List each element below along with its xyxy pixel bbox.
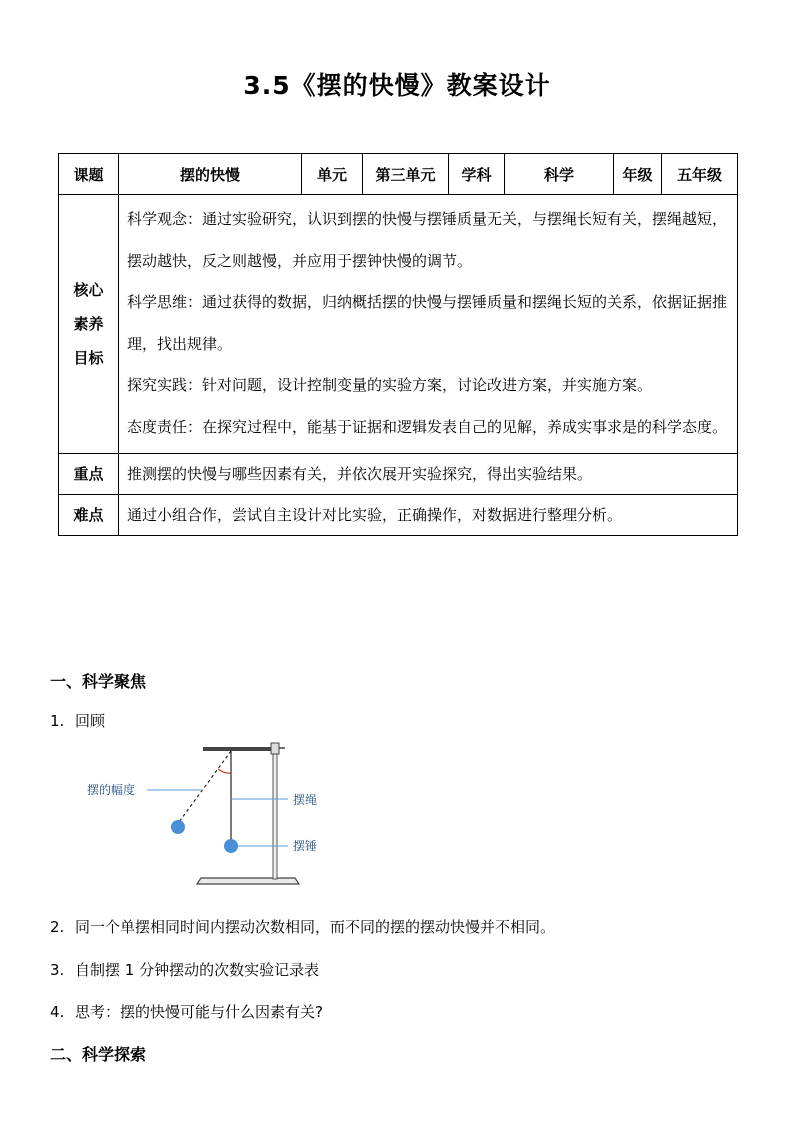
item-text: 同一个单摆相同时间内摆动次数相同，而不同的摆的摆动快慢并不相同。	[75, 918, 556, 936]
amplitude-label: 摆的幅度	[87, 783, 136, 797]
difficulty-row	[59, 494, 738, 535]
goal-paragraph: 探究实践：针对问题，设计控制变量的实验方案，讨论改进方案，并实施方案。	[127, 376, 653, 395]
swung-rope	[179, 751, 231, 822]
grade-value: 五年级	[662, 154, 738, 195]
item-number: 3.	[50, 961, 65, 979]
item-number: 2.	[50, 918, 65, 936]
goal-paragraph: 科学思维：通过获得的数据，归纳概括摆的快慢与摆锤质量和摆绳长短的关系，依据证据推理，找出规律。	[127, 293, 728, 353]
difficulty-text: 通过小组合作，尝试自主设计对比实验，正确操作，对数据进行整理分析。	[119, 494, 738, 535]
stand-crossbar	[203, 747, 278, 751]
list-item	[50, 959, 319, 980]
grade-label: 年级	[614, 154, 662, 195]
subject-value: 科学	[505, 154, 614, 195]
key-point-text: 推测摆的快慢与哪些因素有关，并依次展开实验探究，得出实验结果。	[119, 453, 738, 494]
item-text: 回顾	[75, 712, 106, 730]
unit-label: 单元	[302, 154, 363, 195]
list-item	[50, 916, 555, 937]
item-number: 1.	[50, 712, 65, 730]
item-text: 思考：摆的快慢可能与什么因素有关?	[75, 1003, 323, 1021]
unit-value: 第三单元	[363, 154, 449, 195]
goal-paragraph: 态度责任：在探究过程中，能基于证据和逻辑发表自己的见解，养成实事求是的科学态度。	[127, 417, 728, 436]
key-point-label: 重点	[59, 453, 119, 494]
core-label-line: 素养	[73, 314, 104, 333]
table-header-row	[59, 154, 738, 195]
subject-label: 学科	[449, 154, 505, 195]
lesson-info-table	[58, 153, 738, 536]
difficulty-label: 难点	[59, 494, 119, 535]
item-text: 自制摆 1 分钟摆动的次数实验记录表	[75, 961, 320, 979]
list-item	[50, 1001, 323, 1022]
topic-value: 摆的快慢	[119, 154, 302, 195]
pendulum-diagram	[85, 740, 345, 895]
key-point-row	[59, 453, 738, 494]
core-goals-content	[119, 195, 738, 454]
page-title: 3.5《摆的快慢》教案设计	[243, 71, 551, 100]
core-goals-row	[59, 195, 738, 454]
goal-paragraph: 科学观念：通过实验研究，认识到摆的快慢与摆锤质量无关，与摆绳长短有关，摆绳越短，摆动越快，反之则越慢，并应用于摆钟快慢的调节。	[127, 210, 728, 270]
swung-bob	[171, 820, 185, 834]
topic-label: 课题	[59, 154, 119, 195]
item-number: 4.	[50, 1003, 65, 1021]
core-label-line: 目标	[73, 348, 104, 367]
amplitude-arc	[218, 769, 231, 773]
pendulum-bob	[224, 839, 238, 853]
core-goals-label	[59, 195, 119, 454]
stand-pole	[273, 748, 277, 879]
stand-clamp	[271, 743, 279, 754]
stand-base	[197, 878, 299, 884]
rope-label: 摆绳	[293, 793, 318, 807]
core-label-line: 核心	[73, 280, 104, 299]
section-heading-focus: 一、科学聚焦	[50, 672, 147, 691]
section-heading-explore: 二、科学探索	[50, 1045, 147, 1064]
bob-label: 摆锤	[293, 839, 318, 853]
list-item	[50, 710, 105, 731]
